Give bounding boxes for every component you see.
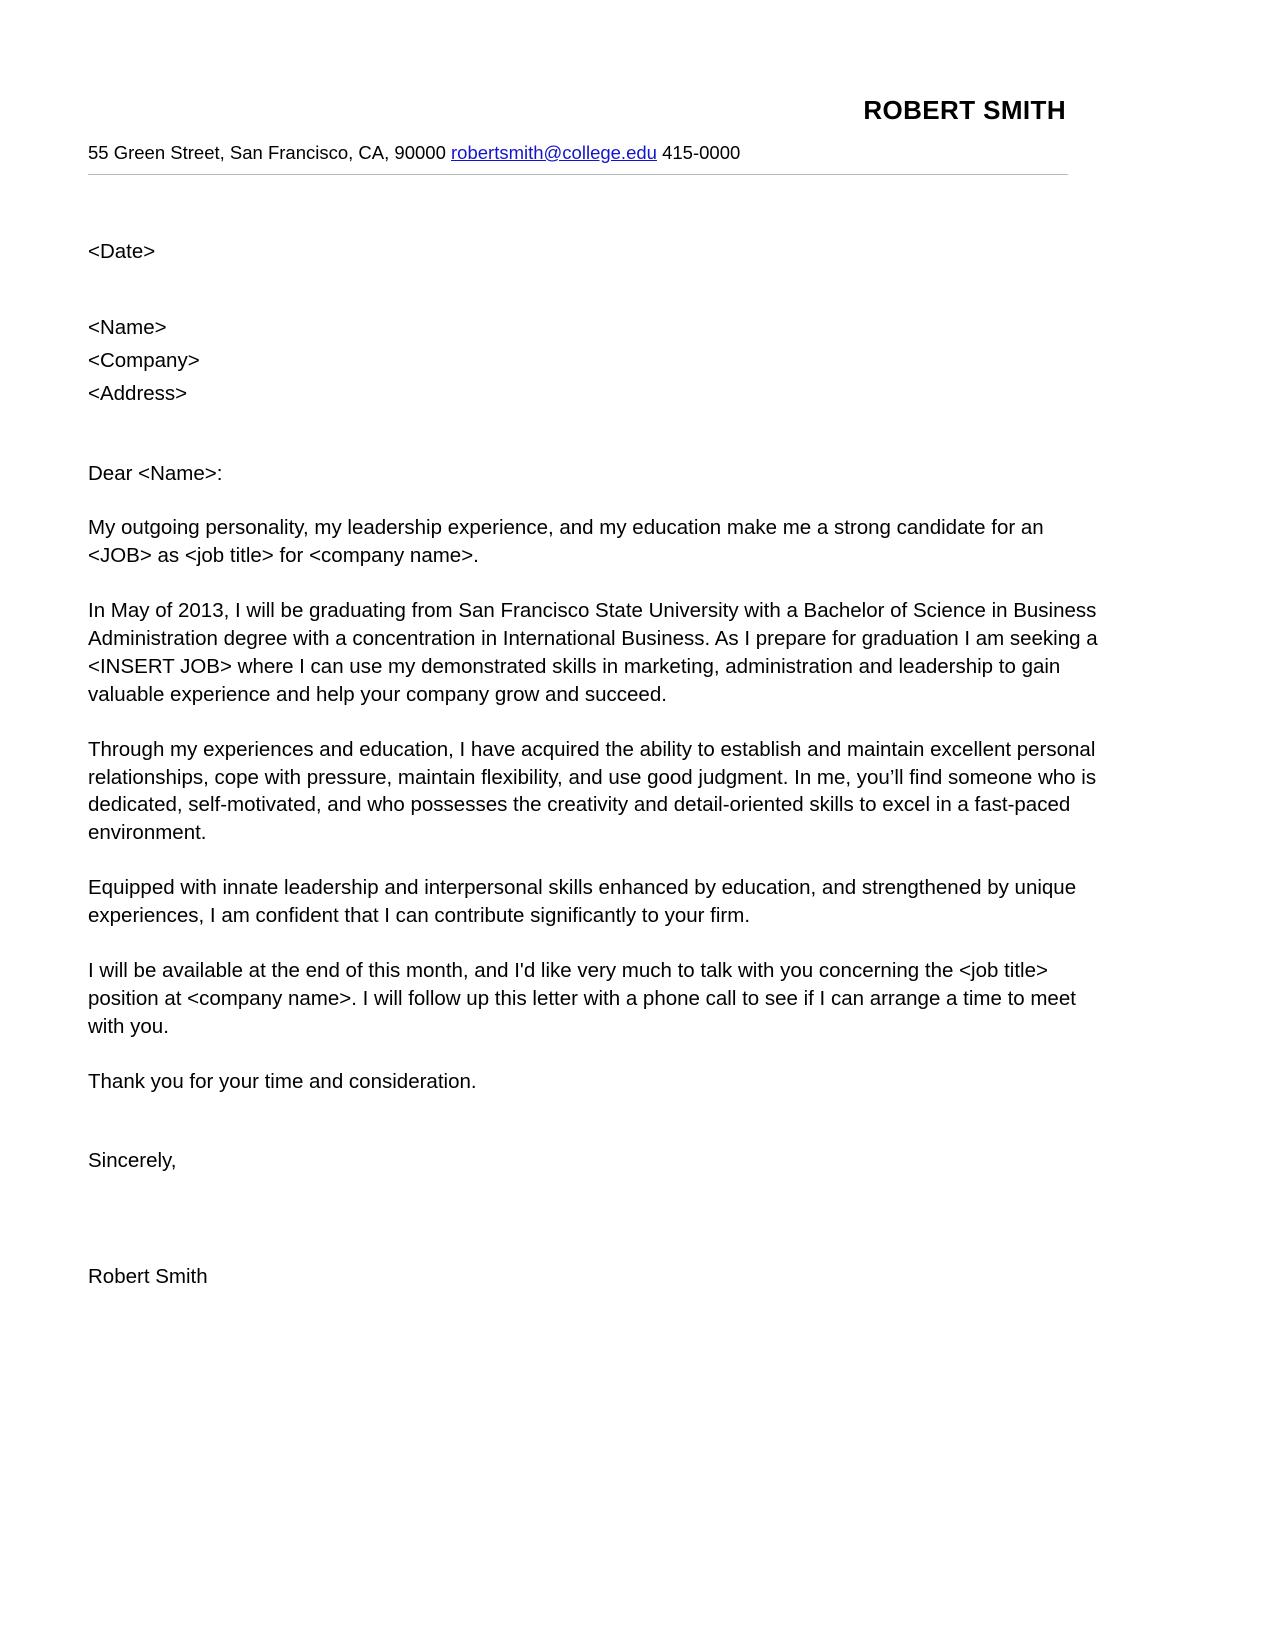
body-paragraph: I will be available at the end of this month, and I'd like very much to talk with you concerning the <job title> position at <company name>. I will follow up this letter with a phone call to see if I can arrange a time to meet with you. bbox=[88, 958, 1076, 1038]
contact-phone: 415-0000 bbox=[656, 141, 741, 163]
letterhead bbox=[88, 96, 1068, 164]
date-placeholder: <Date> bbox=[88, 240, 156, 263]
closing-salutation: Sincerely, bbox=[88, 1149, 177, 1173]
page-title: ROBERT SMITH bbox=[863, 95, 1066, 125]
body-paragraph: Equipped with innate leadership and interpersonal skills enhanced by education, and strengthened by unique experiences, I am confident that I can contribute significantly to your firm. bbox=[88, 876, 1077, 927]
body-paragraph: My outgoing personality, my leadership experience, and my education make me a strong candidate for an <JOB> as <job title> for <company name>. bbox=[88, 516, 1044, 568]
body-paragraph: Thank you for your time and consideration. bbox=[88, 1069, 477, 1093]
recipient-block bbox=[88, 314, 1098, 408]
letter-body bbox=[88, 238, 1098, 1291]
body-paragraph: In May of 2013, I will be graduating from San Francisco State University with a Bachelor of Science in Business Administration degree with a concentration in International Business. As I prepare for graduation I am seeking a <INSERT JOB> where I can use my demonstrated skills in marketing, administration and leadership to gain valuable experience and help your company grow and succeed. bbox=[88, 599, 1098, 706]
recipient-address: <Address> bbox=[88, 381, 188, 405]
email-link[interactable]: robertsmith@college.edu bbox=[451, 141, 657, 163]
signature-name: Robert Smith bbox=[88, 1265, 208, 1289]
recipient-company: <Company> bbox=[88, 348, 200, 372]
recipient-name: <Name> bbox=[88, 315, 167, 339]
contact-address: 55 Green Street, San Francisco, CA, 90000 bbox=[88, 141, 451, 163]
contact-line bbox=[88, 142, 1068, 164]
body-paragraph: Through my experiences and education, I have acquired the ability to establish and maintain excellent personal relationships, cope with pressure, maintain flexibility, and use good judgment. In me, you’ll find someone who is dedicated, self-motivated, and who possesses the creativity and detail-oriented skills to excel in a fast-paced environment. bbox=[88, 737, 1097, 845]
header-divider bbox=[88, 174, 1068, 175]
salutation: Dear <Name>: bbox=[88, 461, 223, 485]
